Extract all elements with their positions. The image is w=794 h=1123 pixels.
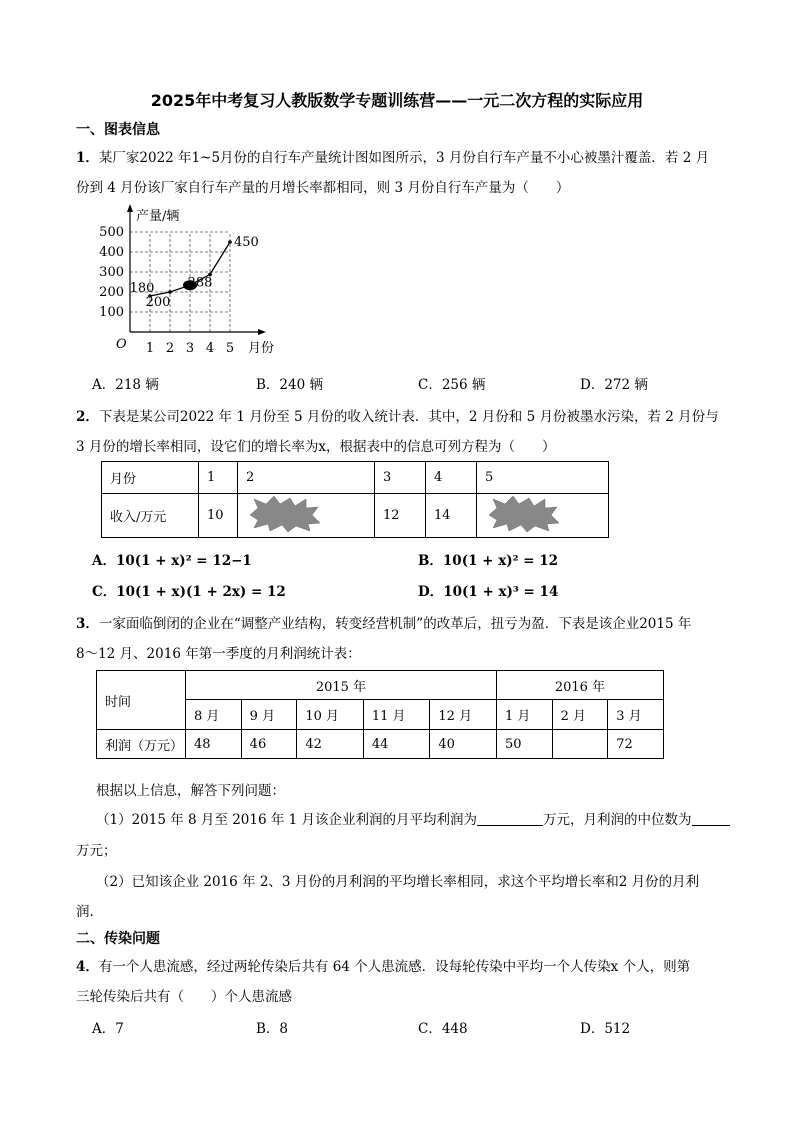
q4-option-b[interactable]: B．8	[256, 1021, 289, 1037]
section-heading-infection: 二、传染问题	[76, 931, 160, 947]
q3-year-2016: 2016 年	[496, 671, 663, 700]
q2-cell: 10	[199, 494, 238, 538]
q1-option-c[interactable]: C．256 辆	[418, 377, 486, 393]
q3-profit-cell: 50	[496, 730, 552, 759]
q1-line2: 份到 4 月份该厂家自行车产量的月增长率都相同，则 3 月份自行车产量为（ ）	[76, 180, 570, 196]
q2-income-table	[101, 461, 609, 538]
y-tick-label: 300	[99, 265, 124, 280]
q3-line2: 8～12 月、2016 年第一季度的月利润统计表：	[76, 646, 361, 662]
q2-cell: 2	[238, 462, 375, 494]
ink-blot-icon	[485, 495, 561, 533]
x-tick-label: 2	[165, 341, 175, 356]
q3-month-cell: 11 月	[363, 700, 430, 730]
x-tick-label: 4	[205, 341, 215, 356]
section-heading-chart-info: 一、图表信息	[76, 122, 160, 138]
q2-cell: 4	[426, 462, 477, 494]
q3-profit-cell: 46	[241, 730, 297, 759]
q4-option-d[interactable]: D．512	[580, 1021, 631, 1037]
q3-part2-line2: 润.	[76, 904, 94, 920]
q3-month-cell: 12 月	[430, 700, 497, 730]
answer-blank-median[interactable]	[692, 811, 730, 826]
q2-table-row-month	[102, 462, 609, 494]
q3-profit-cell: 42	[297, 730, 364, 759]
q2-cell: 1	[199, 462, 238, 494]
q2-text-1: 下表是某公司2022 年 1 月份至 5 月份的收入统计表．其中，2 月份和 5 月份被墨水污染，若 2 月份与	[98, 409, 719, 425]
q3-part1	[96, 808, 730, 828]
q3-month-cell: 8 月	[186, 700, 242, 730]
origin-label: O	[116, 337, 127, 352]
q3-profit-cell	[552, 730, 608, 759]
q2-cell: 收入/万元	[102, 494, 199, 538]
y-axis-arrow	[127, 204, 133, 212]
q4-option-c[interactable]: C．448	[418, 1021, 468, 1037]
q2-cell: 月份	[102, 462, 199, 494]
data-point	[228, 240, 232, 244]
q3-part1-text-a: （1）2015 年 8 月至 2016 年 1 月该企业利润的月平均利润为	[96, 812, 478, 828]
q3-profit-table	[96, 670, 664, 759]
q1-number: 1．	[76, 150, 99, 166]
q3-part1-unit: 万元；	[76, 843, 117, 859]
q3-table-row-year	[97, 671, 664, 700]
chart-labels	[99, 208, 274, 356]
q3-profit-header: 利润（万元）	[97, 730, 186, 759]
q2-cell: 3	[375, 462, 426, 494]
q3-year-2015: 2015 年	[186, 671, 497, 700]
q3-line1	[76, 612, 691, 632]
y-axis-label: 产量/辆	[136, 209, 180, 224]
q4-text-1: 有一个人患流感，经过两轮传染后共有 64 个人患流感．设每轮传染中平均一个人传染x 个人，则第	[98, 959, 691, 975]
ink-blot-icon	[246, 495, 322, 533]
q1-line1	[76, 146, 709, 166]
q3-month-cell: 9 月	[241, 700, 297, 730]
q3-time-header: 时间	[97, 671, 186, 730]
y-tick-label: 200	[99, 285, 124, 300]
q4-line2: 三轮传染后共有（ ）个人患流感	[76, 989, 292, 1005]
y-tick-label: 100	[99, 305, 124, 320]
q2-line2: 3 月份的增长率相同，设它们的增长率为x，根据表中的信息可列方程为（ ）	[76, 439, 556, 455]
q1-text-1: 某厂家2022 年1~5月份的自行车产量统计图如图所示，3 月份自行车产量不小心被墨汁覆盖．若 2 月	[98, 150, 710, 166]
q3-intro: 根据以上信息，解答下列问题：	[96, 783, 285, 799]
q3-month-cell: 2 月	[552, 700, 608, 730]
q3-table-row-profit	[97, 730, 664, 759]
x-tick-label: 1	[145, 341, 155, 356]
x-tick-label: 5	[225, 341, 235, 356]
q2-table-row-income	[102, 494, 609, 538]
data-label: 288	[187, 275, 213, 291]
y-tick-label: 500	[99, 225, 124, 240]
q3-text-1: 一家面临倒闭的企业在“调整产业结构，转变经营机制”的改革后，扭亏为盈．下表是该企业2015 年	[98, 616, 692, 632]
q2-option-d[interactable]: D．10(1 + x)³ = 14	[418, 584, 559, 600]
q3-profit-cell: 44	[363, 730, 430, 759]
q1-option-d[interactable]: D．272 辆	[580, 377, 648, 393]
x-axis-arrow	[258, 329, 266, 335]
q3-month-cell: 3 月	[608, 700, 664, 730]
y-tick-label: 400	[99, 245, 124, 260]
data-label: 180	[129, 281, 155, 296]
document-title: 2025年中考复习人教版数学专题训练营——一元二次方程的实际应用	[150, 91, 644, 110]
q1-option-a[interactable]: A．218 辆	[92, 377, 159, 393]
q1-line-chart	[90, 200, 290, 360]
q3-profit-cell: 48	[186, 730, 242, 759]
q2-option-b[interactable]: B．10(1 + x)² = 12	[418, 553, 559, 569]
q3-profit-cell: 40	[430, 730, 497, 759]
x-tick-label: 3	[185, 341, 195, 356]
q3-part2-line1: （2）已知该企业 2016 年 2、3 月份的月利润的平均增长率相同，求这个平均增长率和2 月份的月利	[96, 874, 700, 890]
q3-profit-cell: 72	[608, 730, 664, 759]
x-axis-label: 月份	[248, 341, 275, 356]
q2-option-a[interactable]: A．10(1 + x)² = 12−1	[92, 553, 252, 569]
q4-line1	[76, 955, 690, 975]
q3-number: 3．	[76, 616, 99, 632]
q4-number: 4．	[76, 959, 99, 975]
q2-cell-ink-blot	[477, 494, 609, 538]
answer-blank-average[interactable]	[477, 811, 543, 826]
q3-month-cell: 10 月	[297, 700, 364, 730]
data-label: 200	[145, 295, 171, 310]
q1-option-b[interactable]: B．240 辆	[256, 377, 323, 393]
q2-cell-ink-blot	[238, 494, 375, 538]
q2-line1	[76, 405, 719, 425]
q2-cell: 12	[375, 494, 426, 538]
q2-cell: 5	[477, 462, 609, 494]
data-label: 450	[234, 235, 259, 250]
data-point	[168, 290, 172, 294]
q2-option-c[interactable]: C．10(1 + x)(1 + 2x) = 12	[92, 584, 286, 600]
q4-option-a[interactable]: A．7	[92, 1021, 124, 1037]
q2-cell: 14	[426, 494, 477, 538]
q3-part1-text-b: 万元，月利润的中位数为	[543, 812, 692, 828]
q3-month-cell: 1 月	[496, 700, 552, 730]
q2-number: 2．	[76, 409, 99, 425]
